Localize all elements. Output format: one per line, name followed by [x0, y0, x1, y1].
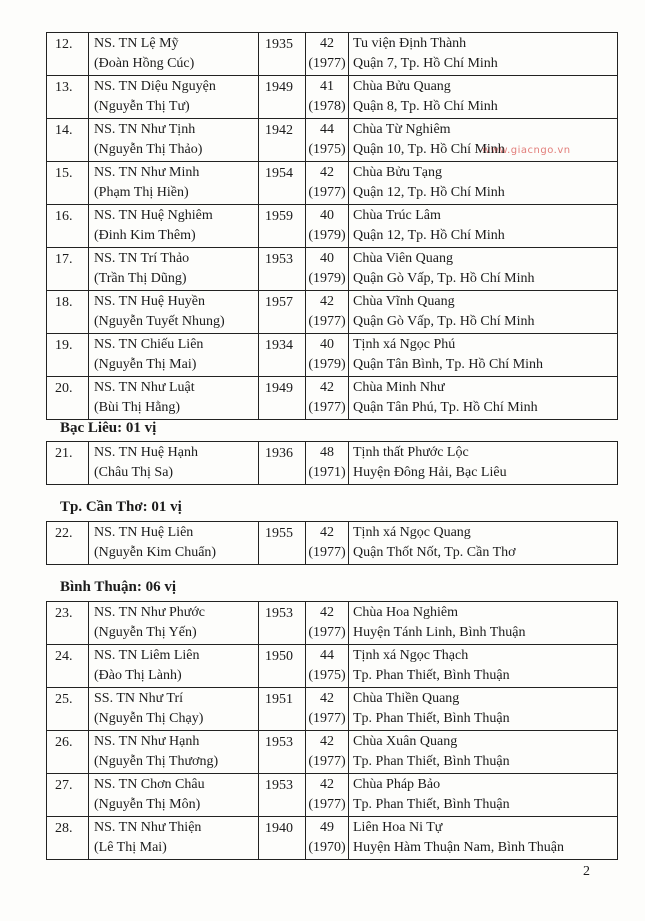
ordination-cell	[306, 602, 349, 645]
temple-cell	[349, 76, 618, 119]
dharma-name: NS. TN Chơn Châu	[94, 777, 205, 792]
ordination-age: 42	[320, 777, 334, 792]
temple-cell	[349, 119, 618, 162]
row-number: 27.	[55, 778, 73, 793]
dharma-name: NS. TN Huệ Hạnh	[94, 445, 198, 460]
lay-name: (Phạm Thị Hiền)	[94, 185, 189, 200]
temple-cell	[349, 522, 618, 565]
lay-name: (Nguyễn Thị Chạy)	[94, 711, 204, 726]
temple-cell	[349, 377, 618, 420]
row-number: 24.	[55, 649, 73, 664]
name-cell	[89, 377, 259, 420]
birth-year: 1942	[265, 123, 293, 138]
temple-location: Tp. Phan Thiết, Bình Thuận	[353, 797, 510, 812]
birth-year: 1936	[265, 446, 293, 461]
ordination-cell	[306, 731, 349, 774]
members-table-can-tho	[46, 521, 618, 565]
ordination-age: 49	[320, 820, 334, 835]
table-row	[47, 602, 618, 645]
ordination-cell	[306, 688, 349, 731]
row-number-cell	[47, 731, 89, 774]
lay-name: (Nguyễn Thị Thương)	[94, 754, 219, 769]
name-cell	[89, 817, 259, 860]
row-number: 26.	[55, 735, 73, 750]
dharma-name: NS. TN Như Minh	[94, 165, 200, 180]
ordination-cell	[306, 645, 349, 688]
dharma-name: NS. TN Trí Thảo	[94, 251, 190, 266]
row-number: 17.	[55, 252, 73, 267]
temple-location: Quận Gò Vấp, Tp. Hồ Chí Minh	[353, 271, 535, 286]
table-row	[47, 119, 618, 162]
table-row	[47, 377, 618, 420]
birth-year: 1953	[265, 606, 293, 621]
row-number: 20.	[55, 381, 73, 396]
dharma-name: NS. TN Huệ Huyền	[94, 294, 205, 309]
ordination-cell	[306, 205, 349, 248]
name-cell	[89, 774, 259, 817]
ordination-age: 44	[320, 122, 334, 137]
birth-year-cell	[259, 645, 306, 688]
temple-location: Huyện Tánh Linh, Bình Thuận	[353, 625, 526, 640]
ordination-year: (1979)	[308, 271, 346, 286]
ordination-cell	[306, 162, 349, 205]
table-row	[47, 291, 618, 334]
temple-name: Tịnh xá Ngọc Thạch	[353, 648, 469, 663]
ordination-age: 40	[320, 251, 334, 266]
birth-year-cell	[259, 291, 306, 334]
lay-name: (Lê Thị Mai)	[94, 840, 167, 855]
lay-name: (Trần Thị Dũng)	[94, 271, 187, 286]
ordination-cell	[306, 377, 349, 420]
temple-location: Quận Tân Phú, Tp. Hồ Chí Minh	[353, 400, 538, 415]
row-number-cell	[47, 162, 89, 205]
ordination-year: (1971)	[308, 465, 346, 480]
section-heading-bac-lieu: Bạc Liêu: 01 vị	[60, 420, 157, 436]
ordination-year: (1979)	[308, 357, 346, 372]
ordination-age: 42	[320, 380, 334, 395]
temple-cell	[349, 774, 618, 817]
birth-year: 1934	[265, 338, 293, 353]
lay-name: (Đào Thị Lành)	[94, 668, 182, 683]
dharma-name: NS. TN Lệ Mỹ	[94, 36, 179, 51]
name-cell	[89, 248, 259, 291]
table-row	[47, 731, 618, 774]
ordination-year: (1978)	[308, 99, 346, 114]
temple-cell	[349, 442, 618, 485]
birth-year-cell	[259, 442, 306, 485]
row-number-cell	[47, 602, 89, 645]
ordination-age: 42	[320, 294, 334, 309]
dharma-name: NS. TN Huệ Nghiêm	[94, 208, 213, 223]
birth-year: 1953	[265, 252, 293, 267]
lay-name: (Nguyễn Thị Yến)	[94, 625, 197, 640]
name-cell	[89, 522, 259, 565]
section-heading-binh-thuan: Bình Thuận: 06 vị	[60, 579, 177, 595]
birth-year-cell	[259, 248, 306, 291]
temple-name: Tu viện Định Thành	[353, 36, 467, 51]
temple-name: Tịnh thất Phước Lộc	[353, 445, 469, 460]
temple-name: Chùa Viên Quang	[353, 251, 453, 266]
watermark: www.giacngo.vn	[482, 145, 571, 156]
row-number: 23.	[55, 606, 73, 621]
row-number: 12.	[55, 37, 73, 52]
temple-cell	[349, 602, 618, 645]
row-number-cell	[47, 248, 89, 291]
table-row	[47, 76, 618, 119]
members-table-binh-thuan	[46, 601, 618, 860]
row-number-cell	[47, 119, 89, 162]
name-cell	[89, 76, 259, 119]
birth-year: 1953	[265, 778, 293, 793]
table-row	[47, 162, 618, 205]
row-number-cell	[47, 522, 89, 565]
table-row	[47, 442, 618, 485]
birth-year: 1950	[265, 649, 293, 664]
dharma-name: NS. TN Như Luật	[94, 380, 195, 395]
table-row	[47, 645, 618, 688]
temple-cell	[349, 248, 618, 291]
table-row	[47, 334, 618, 377]
row-number: 28.	[55, 821, 73, 836]
birth-year: 1949	[265, 80, 293, 95]
ordination-year: (1970)	[308, 840, 346, 855]
ordination-year: (1977)	[308, 625, 346, 640]
ordination-age: 41	[320, 79, 334, 94]
row-number: 15.	[55, 166, 73, 181]
members-table-hcm	[46, 32, 618, 420]
birth-year-cell	[259, 334, 306, 377]
row-number-cell	[47, 33, 89, 76]
lay-name: (Nguyễn Thị Mai)	[94, 357, 197, 372]
name-cell	[89, 602, 259, 645]
temple-cell	[349, 817, 618, 860]
temple-location: Quận Gò Vấp, Tp. Hồ Chí Minh	[353, 314, 535, 329]
birth-year-cell	[259, 602, 306, 645]
lay-name: (Nguyễn Thị Môn)	[94, 797, 201, 812]
temple-location: Huyện Hàm Thuận Nam, Bình Thuận	[353, 840, 565, 855]
ordination-age: 42	[320, 36, 334, 51]
birth-year-cell	[259, 119, 306, 162]
lay-name: (Nguyễn Tuyết Nhung)	[94, 314, 225, 329]
dharma-name: NS. TN Liêm Liên	[94, 648, 200, 663]
dharma-name: NS. TN Huệ Liên	[94, 525, 194, 540]
birth-year: 1957	[265, 295, 293, 310]
temple-location: Tp. Phan Thiết, Bình Thuận	[353, 754, 510, 769]
row-number-cell	[47, 205, 89, 248]
temple-name: Chùa Từ Nghiêm	[353, 122, 451, 137]
ordination-year: (1977)	[308, 185, 346, 200]
ordination-age: 42	[320, 691, 334, 706]
ordination-age: 42	[320, 605, 334, 620]
ordination-year: (1979)	[308, 228, 346, 243]
ordination-age: 42	[320, 165, 334, 180]
lay-name: (Nguyễn Kim Chuẩn)	[94, 545, 217, 560]
temple-name: Chùa Vĩnh Quang	[353, 294, 455, 309]
birth-year: 1951	[265, 692, 293, 707]
row-number-cell	[47, 76, 89, 119]
temple-cell	[349, 33, 618, 76]
ordination-year: (1975)	[308, 668, 346, 683]
temple-name: Chùa Bửu Tạng	[353, 165, 442, 180]
row-number-cell	[47, 442, 89, 485]
lay-name: (Nguyễn Thị Thảo)	[94, 142, 203, 157]
dharma-name: NS. TN Chiếu Liên	[94, 337, 204, 352]
row-number-cell	[47, 377, 89, 420]
name-cell	[89, 731, 259, 774]
members-table-bac-lieu	[46, 441, 618, 485]
row-number: 19.	[55, 338, 73, 353]
birth-year: 1940	[265, 821, 293, 836]
name-cell	[89, 291, 259, 334]
temple-cell	[349, 334, 618, 377]
temple-name: Tịnh xá Ngọc Quang	[353, 525, 471, 540]
lay-name: (Bùi Thị Hằng)	[94, 400, 181, 415]
row-number: 25.	[55, 692, 73, 707]
temple-location: Quận Thốt Nốt, Tp. Cần Thơ	[353, 545, 516, 560]
temple-name: Tịnh xá Ngọc Phú	[353, 337, 456, 352]
birth-year: 1954	[265, 166, 293, 181]
ordination-cell	[306, 334, 349, 377]
ordination-age: 48	[320, 445, 334, 460]
ordination-year: (1977)	[308, 56, 346, 71]
dharma-name: NS. TN Như Thiện	[94, 820, 202, 835]
name-cell	[89, 119, 259, 162]
ordination-age: 42	[320, 525, 334, 540]
row-number: 21.	[55, 446, 73, 461]
table-row	[47, 205, 618, 248]
row-number-cell	[47, 688, 89, 731]
temple-name: Chùa Xuân Quang	[353, 734, 458, 749]
ordination-year: (1975)	[308, 142, 346, 157]
lay-name: (Đinh Kim Thêm)	[94, 228, 196, 243]
temple-location: Quận Tân Bình, Tp. Hồ Chí Minh	[353, 357, 544, 372]
dharma-name: SS. TN Như Trí	[94, 691, 184, 706]
table-row	[47, 33, 618, 76]
ordination-age: 40	[320, 337, 334, 352]
name-cell	[89, 334, 259, 377]
dharma-name: NS. TN Như Phước	[94, 605, 205, 620]
birth-year-cell	[259, 205, 306, 248]
name-cell	[89, 645, 259, 688]
birth-year-cell	[259, 774, 306, 817]
temple-location: Quận 7, Tp. Hồ Chí Minh	[353, 56, 498, 71]
ordination-cell	[306, 774, 349, 817]
lay-name: (Châu Thị Sa)	[94, 465, 174, 480]
temple-cell	[349, 205, 618, 248]
table-row	[47, 817, 618, 860]
temple-location: Quận 12, Tp. Hồ Chí Minh	[353, 228, 505, 243]
birth-year-cell	[259, 162, 306, 205]
ordination-cell	[306, 817, 349, 860]
temple-location: Quận 8, Tp. Hồ Chí Minh	[353, 99, 498, 114]
temple-cell	[349, 731, 618, 774]
lay-name: (Đoàn Hồng Cúc)	[94, 56, 195, 71]
ordination-year: (1977)	[308, 314, 346, 329]
name-cell	[89, 162, 259, 205]
ordination-age: 40	[320, 208, 334, 223]
temple-cell	[349, 645, 618, 688]
table-row	[47, 522, 618, 565]
birth-year-cell	[259, 76, 306, 119]
birth-year-cell	[259, 688, 306, 731]
row-number: 16.	[55, 209, 73, 224]
name-cell	[89, 442, 259, 485]
temple-name: Chùa Thiền Quang	[353, 691, 460, 706]
ordination-cell	[306, 291, 349, 334]
temple-cell	[349, 688, 618, 731]
ordination-cell	[306, 76, 349, 119]
birth-year-cell	[259, 731, 306, 774]
birth-year: 1959	[265, 209, 293, 224]
birth-year: 1955	[265, 526, 293, 541]
ordination-year: (1977)	[308, 711, 346, 726]
birth-year-cell	[259, 377, 306, 420]
row-number: 13.	[55, 80, 73, 95]
temple-location: Quận 12, Tp. Hồ Chí Minh	[353, 185, 505, 200]
temple-location: Tp. Phan Thiết, Bình Thuận	[353, 668, 510, 683]
name-cell	[89, 688, 259, 731]
ordination-cell	[306, 248, 349, 291]
ordination-year: (1977)	[308, 400, 346, 415]
temple-cell	[349, 162, 618, 205]
temple-location: Quận 10, Tp. Hồ Chí Minh	[353, 142, 505, 157]
row-number: 14.	[55, 123, 73, 138]
name-cell	[89, 205, 259, 248]
birth-year: 1953	[265, 735, 293, 750]
ordination-cell	[306, 442, 349, 485]
row-number-cell	[47, 817, 89, 860]
row-number-cell	[47, 334, 89, 377]
dharma-name: NS. TN Như Tịnh	[94, 122, 196, 137]
table-row	[47, 774, 618, 817]
ordination-age: 42	[320, 734, 334, 749]
birth-year: 1949	[265, 381, 293, 396]
temple-name: Chùa Minh Như	[353, 380, 445, 395]
birth-year: 1935	[265, 37, 293, 52]
ordination-cell	[306, 119, 349, 162]
dharma-name: NS. TN Như Hạnh	[94, 734, 200, 749]
ordination-year: (1977)	[308, 797, 346, 812]
temple-name: Chùa Bửu Quang	[353, 79, 451, 94]
temple-name: Chùa Trúc Lâm	[353, 208, 441, 223]
birth-year-cell	[259, 33, 306, 76]
ordination-cell	[306, 33, 349, 76]
lay-name: (Nguyễn Thị Tư)	[94, 99, 190, 114]
temple-cell	[349, 291, 618, 334]
temple-location: Tp. Phan Thiết, Bình Thuận	[353, 711, 510, 726]
temple-name: Liên Hoa Ni Tự	[353, 820, 443, 835]
section-heading-can-tho: Tp. Cần Thơ: 01 vị	[60, 499, 182, 515]
row-number: 18.	[55, 295, 73, 310]
ordination-cell	[306, 522, 349, 565]
birth-year-cell	[259, 817, 306, 860]
table-row	[47, 688, 618, 731]
ordination-age: 44	[320, 648, 334, 663]
row-number-cell	[47, 291, 89, 334]
table-row	[47, 248, 618, 291]
birth-year-cell	[259, 522, 306, 565]
row-number-cell	[47, 774, 89, 817]
row-number-cell	[47, 645, 89, 688]
dharma-name: NS. TN Diệu Nguyện	[94, 79, 216, 94]
temple-name: Chùa Hoa Nghiêm	[353, 605, 458, 620]
ordination-year: (1977)	[308, 754, 346, 769]
ordination-year: (1977)	[308, 545, 346, 560]
temple-name: Chùa Pháp Bảo	[353, 777, 441, 792]
name-cell	[89, 33, 259, 76]
row-number: 22.	[55, 526, 73, 541]
temple-location: Huyện Đông Hải, Bạc Liêu	[353, 465, 507, 480]
page-number: 2	[583, 864, 590, 879]
